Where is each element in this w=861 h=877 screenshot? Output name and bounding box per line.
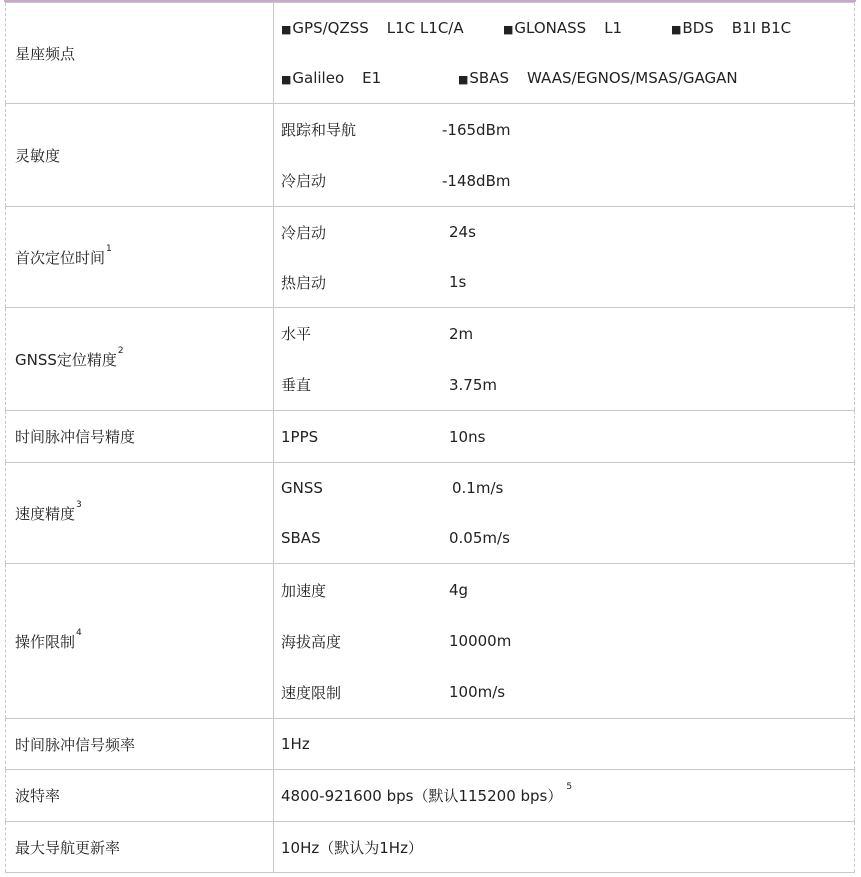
row-label: 操作限制: [15, 632, 76, 651]
row-value: 1Hz: [281, 735, 310, 753]
constellation-bands: L1: [604, 19, 623, 37]
table-row: [6, 822, 855, 873]
row-label: GNSS定位精度: [15, 350, 117, 369]
value-line: [281, 463, 854, 513]
item-key: 水平: [281, 325, 312, 343]
item-value: 0.1m/s: [452, 479, 504, 497]
constellation-name: GPS/QZSS: [292, 19, 369, 37]
constellation-line-2: [281, 53, 854, 103]
constellation-bds: [671, 19, 791, 37]
table-row: [6, 463, 855, 564]
row-value-cell: [274, 207, 855, 308]
item-value: 10ns: [449, 427, 486, 446]
item-value: -165dBm: [442, 120, 511, 139]
value-line: [281, 513, 854, 563]
row-label: 灵敏度: [15, 146, 61, 165]
item-key: 跟踪和导航: [281, 121, 357, 139]
constellation-bands: WAAS/EGNOS/MSAS/GAGAN: [527, 69, 738, 87]
item-value: 1s: [449, 273, 467, 291]
table-row: [6, 308, 855, 411]
constellation-name: SBAS: [469, 69, 510, 87]
row-label: 星座频点: [15, 44, 76, 63]
value-line: [281, 359, 854, 410]
table-row: [6, 411, 855, 463]
item-value: 0.05m/s: [449, 529, 510, 547]
footnote-marker: 2: [117, 345, 124, 356]
footnote-marker: 1: [106, 243, 112, 254]
row-value-cell: [274, 308, 855, 411]
value-line: [281, 308, 854, 359]
row-label: 速度精度: [15, 504, 76, 523]
item-key: 热启动: [281, 273, 327, 292]
row-label-cell: [6, 104, 274, 207]
item-key: 垂直: [281, 376, 312, 394]
table-row: [6, 3, 855, 104]
item-key: GNSS: [281, 479, 323, 497]
value-line: [281, 667, 854, 718]
constellation-glonass: [503, 19, 671, 37]
row-label-cell: [6, 411, 274, 463]
constellation-name: GLONASS: [514, 19, 587, 37]
value-line: [281, 565, 854, 616]
row-label: 最大导航更新率: [15, 838, 121, 857]
row-value-cell: [274, 463, 855, 564]
table-row: [6, 770, 855, 822]
row-label-cell: [6, 719, 274, 770]
item-key: 冷启动: [281, 172, 327, 190]
footnote-marker: 3: [76, 499, 82, 510]
bullet-icon: ■: [281, 23, 292, 36]
row-label: 波特率: [15, 787, 61, 805]
row-value-cell: [274, 104, 855, 207]
row-label-cell: [6, 822, 274, 873]
constellation-sbas: [458, 69, 738, 87]
item-key: SBAS: [281, 529, 321, 547]
footnote-marker: 4: [76, 627, 82, 638]
row-value: 4800-921600 bps（默认115200 bps）: [281, 787, 563, 805]
constellation-bands: B1I B1C: [731, 19, 792, 37]
value-line: [281, 428, 854, 446]
item-value: -148dBm: [442, 171, 511, 190]
row-label: 首次定位时间: [15, 248, 106, 267]
table-row: [6, 564, 855, 719]
row-label-cell: [6, 770, 274, 822]
row-label-cell: [6, 564, 274, 719]
row-label: 时间脉冲信号精度: [15, 428, 136, 446]
row-label-cell: [6, 3, 274, 104]
row-value-cell: [274, 719, 855, 770]
constellation-name: BDS: [682, 19, 714, 37]
item-key: 速度限制: [281, 683, 342, 702]
constellation-bands: E1: [362, 69, 382, 87]
row-label-cell: [6, 207, 274, 308]
bullet-icon: ■: [503, 23, 514, 36]
footnote-marker: 5: [566, 782, 573, 792]
item-value: 24s: [449, 223, 476, 241]
spec-table: [5, 2, 855, 873]
value-line: [281, 155, 854, 206]
row-label-cell: [6, 308, 274, 411]
value-line: [281, 616, 854, 667]
item-key: 1PPS: [281, 427, 319, 446]
constellation-name: Galileo: [292, 69, 345, 87]
row-value-cell: [274, 770, 855, 822]
value-line: [281, 257, 854, 307]
item-key: 海拔高度: [281, 632, 342, 651]
value-line: [281, 104, 854, 155]
item-value: 100m/s: [449, 683, 506, 701]
table-row: [6, 719, 855, 770]
table-row: [6, 207, 855, 308]
row-value-cell: [274, 822, 855, 873]
item-value: 2m: [449, 324, 474, 343]
item-value: 4g: [449, 581, 469, 599]
item-value: 10000m: [449, 632, 512, 650]
constellation-bands: L1C L1C/A: [386, 19, 464, 37]
table-row: [6, 104, 855, 207]
item-key: 冷启动: [281, 223, 327, 242]
constellation-line-1: [281, 3, 854, 53]
item-value: 3.75m: [449, 375, 498, 394]
row-label-cell: [6, 463, 274, 564]
bullet-icon: ■: [458, 73, 469, 86]
row-value-cell: [274, 564, 855, 719]
row-value: 10Hz（默认为1Hz）: [281, 838, 423, 857]
constellation-gps: [281, 19, 503, 37]
bullet-icon: ■: [671, 23, 682, 36]
item-key: 加速度: [281, 581, 327, 600]
bullet-icon: ■: [281, 73, 292, 86]
constellation-galileo: [281, 69, 458, 87]
row-value-cell: [274, 411, 855, 463]
value-line: [281, 207, 854, 257]
row-label: 时间脉冲信号频率: [15, 735, 136, 754]
constellation-cell: [274, 3, 855, 104]
